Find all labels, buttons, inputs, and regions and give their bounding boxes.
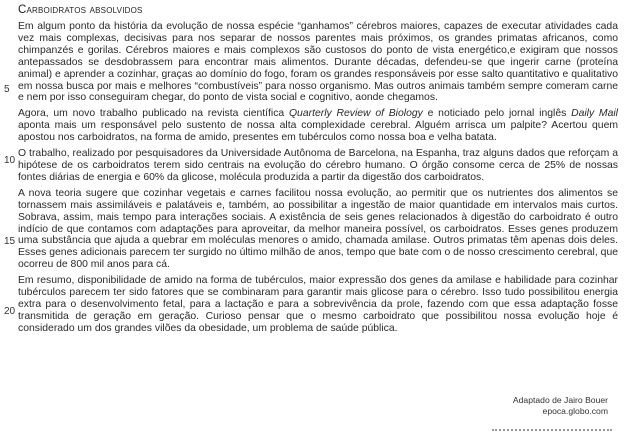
line-number-10: 10 (4, 155, 16, 166)
paragraph-5: Em resumo, disponibilidade de amido na forma de tubérculos, maior expressão dos genes da amilase e habilidade para cozinhar tubérculos parecem ter sido fatores que se combinaram para garantir mais glicose para o cérebro. Isso tudo possibilitou energia extra para o desenvolvimento fetal, para a lactação e para a sobrevivência da prole, fazendo com que essa adaptação fosse transmitida de geração em geração. Curioso pensar que o mesmo carboidrato que possibilitou nossa evolução hoje é considerado um dos grandes vilões da obesidade, um problema de saúde pública. (18, 275, 618, 334)
paragraph-2-middle: e noticiado pelo jornal inglês (422, 108, 572, 120)
dotted-divider (492, 423, 612, 431)
article-title-text: Carboidratos absolvidos (18, 4, 143, 16)
journal-name: Quarterly Review of Biology (288, 108, 423, 120)
line-number-15: 15 (4, 236, 16, 247)
paragraph-2-after: aponta mais um responsável pelo sustento de nossa alta complexidade cerebral. Alguém arrisca um palpite? Acertou quem apostou nos carboidratos, na forma de amido, presentes em tubérculos como nossa boa e velha batata. (18, 120, 618, 144)
paragraph-2-before: Agora, um novo trabalho publicado na revista científica (18, 108, 289, 120)
paragraph-3: O trabalho, realizado por pesquisadores da Universidade Autônoma de Barcelona, na Espanha, traz alguns dados que reforçam a hipótese de os carboidratos terem sido centrais na evolução do cérebro humano. O órgão consome cerca de 25% de nossas fontes diárias de energia e 60% da glicose, molécula produzida a partir da digestão dos carboidratos. (18, 148, 618, 183)
paragraph-1: Em algum ponto da história da evolução de nossa espécie “ganhamos” cérebros maiores, capazes de executar atividades cada vez mais complexas, decisivas para nos separar de nossos parentes mais próximos, os grandes primatas africanos, como chimpanzés e gorilas. Cérebros maiores e mais complexos são custosos do ponto de vista energético,e exigiram que nossos antepassados se desdobrassem para encontrar mais alimentos. Durante décadas, defendeu-se que ingerir carne (proteína animal) e aprender a cozinhar, graças ao domínio do fogo, foram os grandes responsáveis por esse salto quantitativo e qualitativo em nossa busca por mais e melhores “combustíveis” para nosso organismo. Mas outros animais também sempre comeram carne e nem por isso conseguiram chegar, do ponto de vista social e cognitivo, aonde chegamos. (18, 21, 618, 104)
article-body (18, 21, 618, 339)
newspaper-name: Daily Mail (571, 108, 618, 120)
line-number-20: 20 (4, 306, 16, 317)
paragraph-2 (18, 108, 618, 144)
line-number-5: 5 (4, 84, 10, 95)
article-title (18, 4, 143, 16)
source-credit: Adaptado de Jairo Bouer (512, 395, 608, 405)
source-site: epoca.globo.com (542, 406, 608, 416)
paragraph-4: A nova teoria sugere que cozinhar vegetais e carnes facilitou nossa evolução, ao permitir que os nutrientes dos alimentos se tornassem mais assimiláveis e palatáveis e, também, ao possibilitar a ingestão de maior quantidade em intervalos mais curtos. Sobrava, assim, mais tempo para interações sociais. A existência de seis genes relacionados à digestão do carboidrato é outro indício de que contamos com adaptações para aproveitar, da melhor maneira possível, os carboidratos. Esses genes produzem uma substância que ajuda a quebrar em moléculas menores o amido, chamada amilase. Outros primatas têm apenas dois deles. Esses genes adicionais parecem ter surgido no último milhão de anos, tempo que bate com o de nosso crescimento cerebral, que ocorreu de 800 mil anos para cá. (18, 187, 618, 271)
source-attribution (513, 395, 608, 417)
